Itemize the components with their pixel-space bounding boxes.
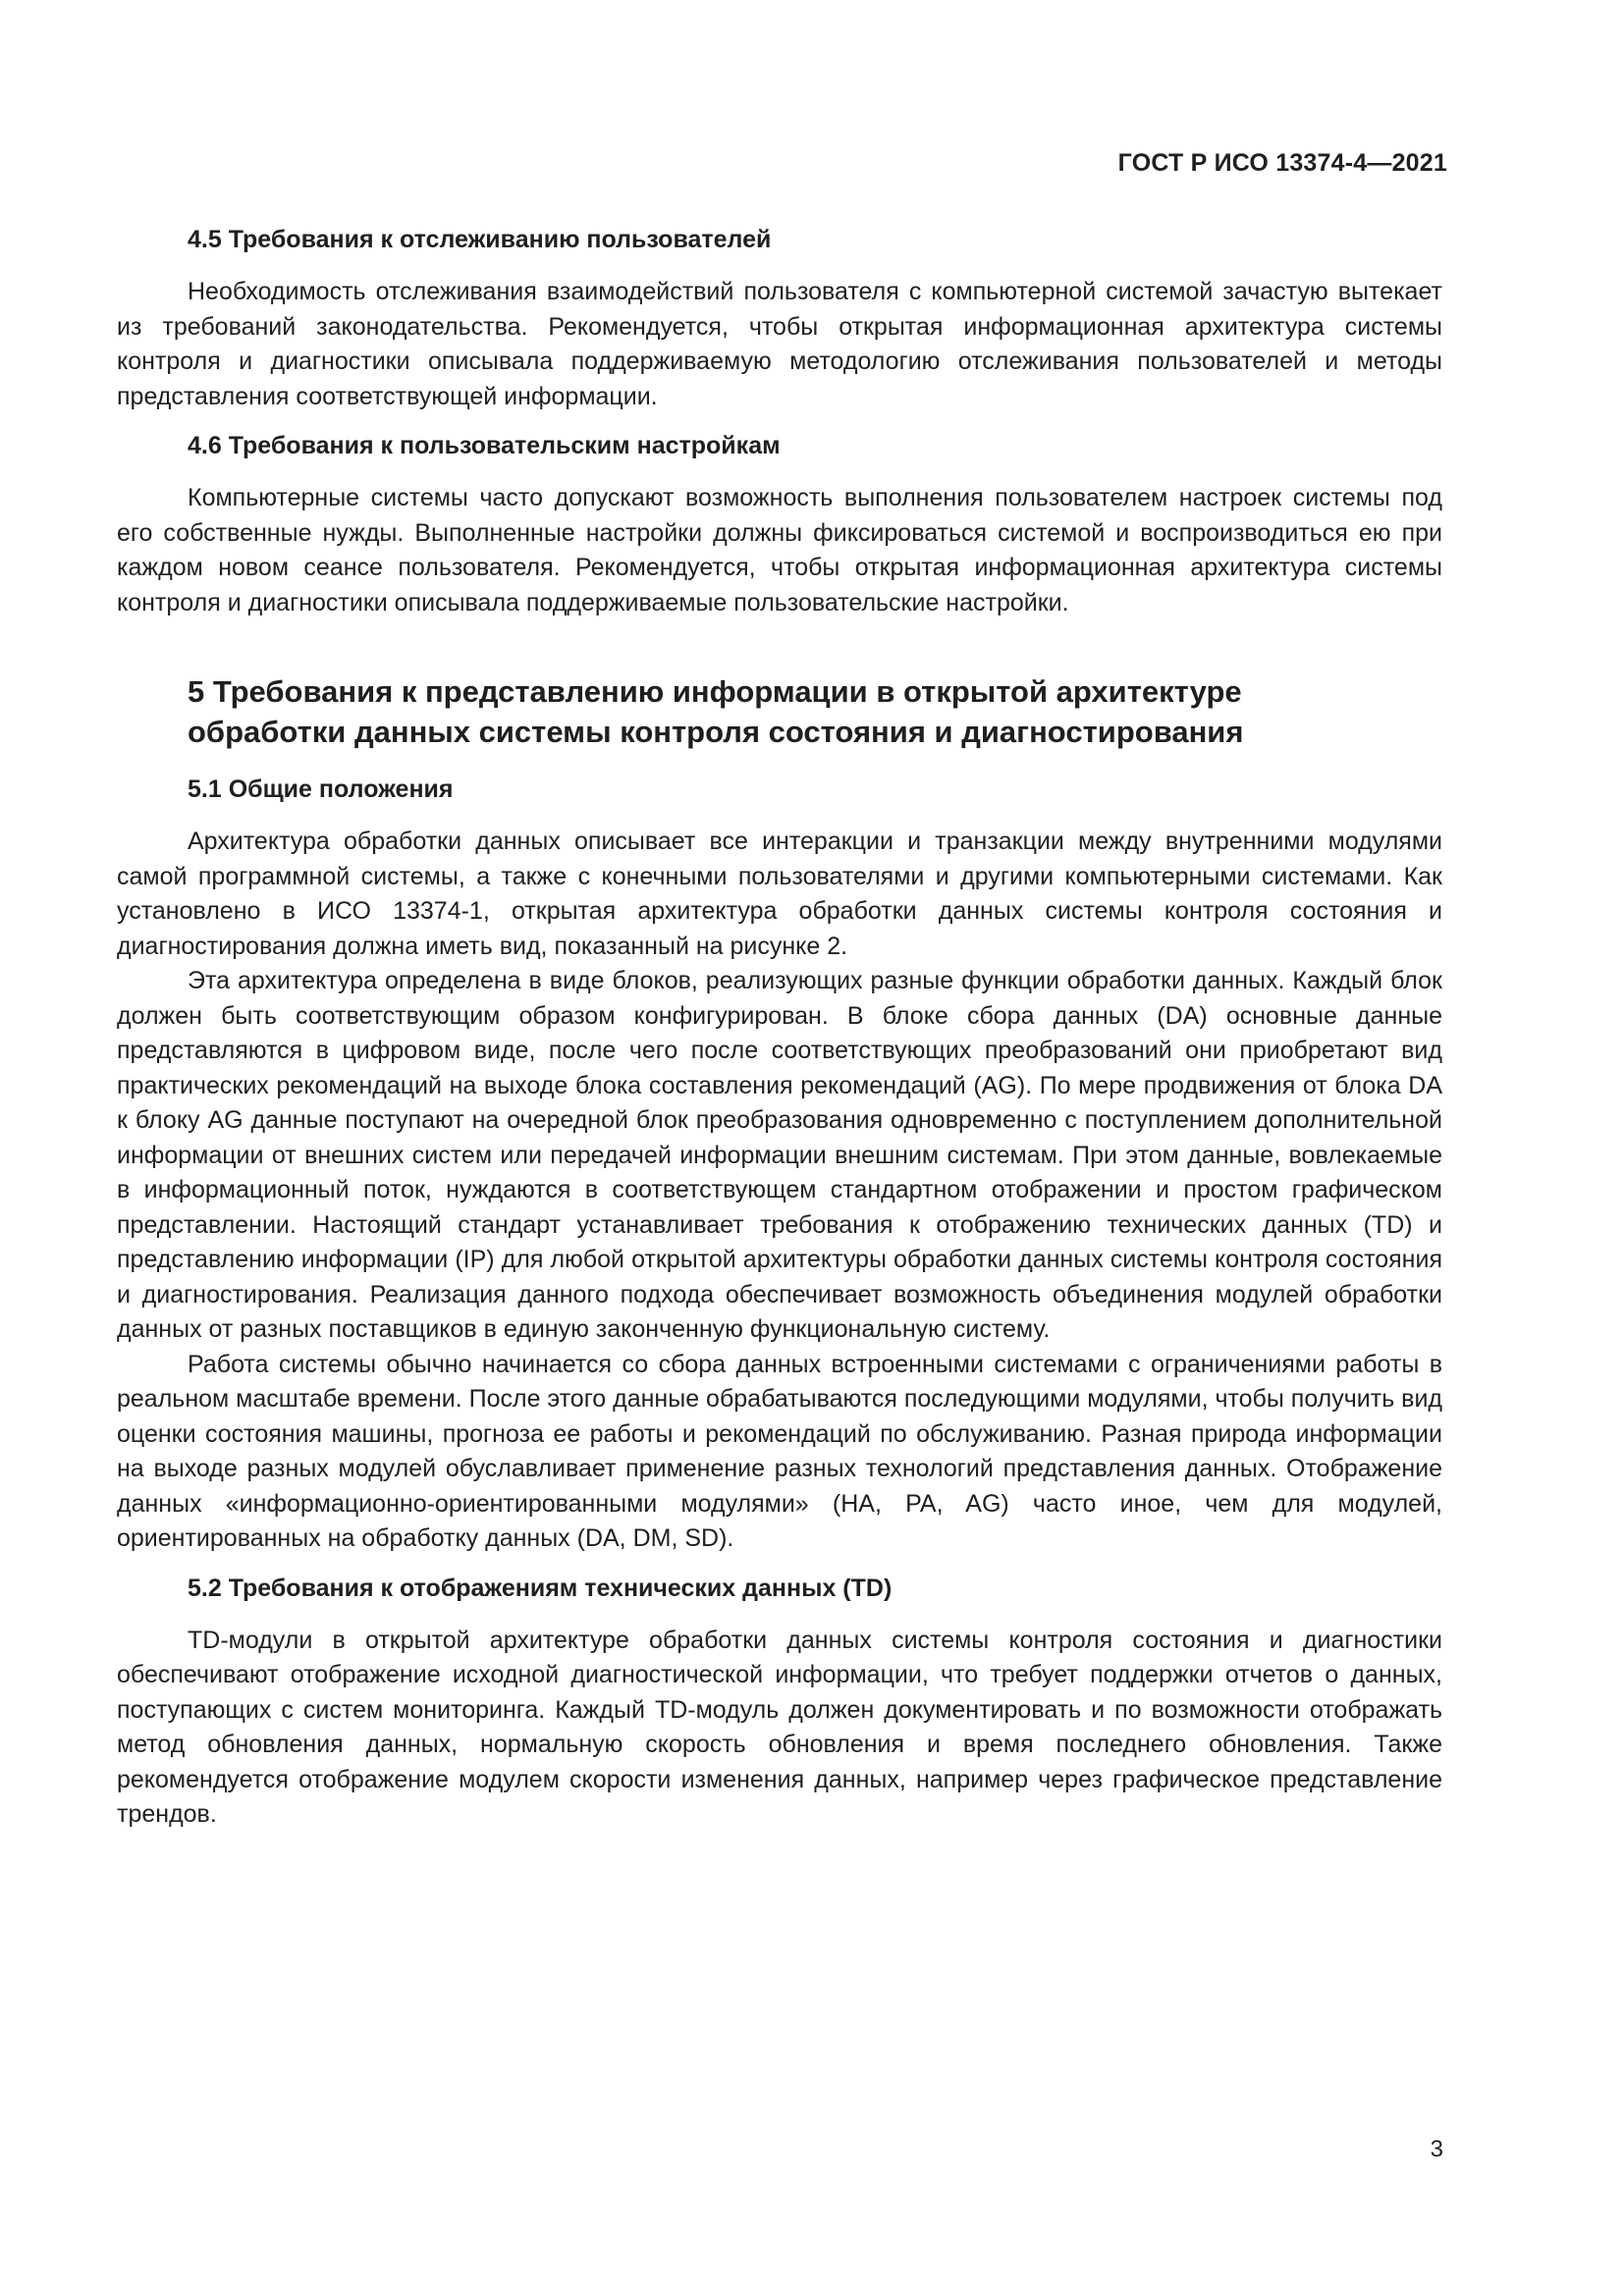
section-5-title-line2: обработки данных системы контроля состояния и диагностирования (188, 715, 1244, 749)
section-5-2-paragraph: TD-модули в открытой архитектуре обработки данных системы контроля состояния и диагностики обеспечивают отображение исходной диагностической информации, что требует поддержки отчетов о данных, поступающих с систем мониторинга. Каждый TD-модуль должен документировать и по возможности отображать метод обновления данных, нормальную скорость обновления и время последнего обновления. Также рекомендуется отображение модулем скорости изменения данных, например через графическое представление трендов. (117, 1626, 1442, 1828)
section-5-1-paragraph-3: Работа системы обычно начинается со сбора данных встроенными системами с ограничениями работы в реальном масштабе времени. После этого данные обрабатываются последующими модулями, чтобы получить вид оценки состояния машины, прогноза ее работы и рекомендаций по обслуживанию. Разная природа информации на выходе разных модулей обуславливает применение разных технологий представления данных. Отображение данных «информационно-ориентированными модулями» (HA, PA, AG) часто иное, чем для модулей, ориентированных на обработку данных (DA, DM, SD). (117, 1350, 1443, 1552)
section-5-1-paragraph-1: Архитектура обработки данных описывает все интеракции и транзакции между внутренними модулями самой программной системы, а также с конечными пользователями и другими компьютерными системами. Как установлено в ИСО 13374-1, открытая архитектура обработки данных системы контроля состояния и диагностирования должна иметь вид, показанный на рисунке 2. (117, 828, 1442, 960)
section-5-2-title: 5.2 Требования к отображениям технических данных (TD) (188, 1574, 893, 1602)
page-number: 3 (1430, 2136, 1443, 2163)
document-code-header: ГОСТ Р ИСО 13374-4—2021 (1117, 149, 1447, 177)
section-4-5-paragraph: Необходимость отслеживания взаимодействий пользователя с компьютерной системой зачастую вытекает из требований законодательства. Рекомендуется, чтобы открытая информационная архитектура системы контроля и диагностики описывала поддерживаемую методологию отслеживания пользователей и методы представления соответствующей информации. (117, 278, 1442, 410)
section-5-title (188, 671, 1442, 752)
section-5-1-paragraph-2: Эта архитектура определена в виде блоков, реализующих разные функции обработки данных. Каждый блок должен быть соответствующим образом конфигурирован. В блоке сбора данных (DA) основные данные представляются в цифровом виде, после чего после соответствующих преобразований они приобретают вид практических рекомендаций на выходе блока составления рекомендаций (AG). По мере продвижения от блока DA к блоку AG данные поступают на очередной блок преобразования одновременно с поступлением дополнительной информации от внешних систем или передачей информации внешним системам. При этом данные, вовлекаемые в информационный поток, нуждаются в соответствующем стандартном отображении и простом графическом представлении. Настоящий стандарт устанавливает требования к отображению технических данных (TD) и представлению информации (IP) для любой открытой архитектуры обработки данных системы контроля состояния и диагностирования. Реализация данного подхода обеспечивает возможность объединения модулей обработки данных от разных поставщиков в единую законченную функциональную систему. (117, 967, 1442, 1343)
section-5-title-line1: 5 Требования к представлению информации в открытой архитектуре (188, 674, 1242, 709)
section-5-1-title: 5.1 Общие положения (188, 775, 454, 803)
section-4-6-paragraph: Компьютерные системы часто допускают возможность выполнения пользователем настроек системы под его собственные нужды. Выполненные настройки должны фиксироваться системой и воспроизводиться ею при каждом новом сеансе пользователя. Рекомендуется, чтобы открытая информационная архитектура системы контроля и диагностики описывала поддерживаемые пользовательские настройки. (117, 484, 1442, 616)
page-content (117, 224, 1442, 1833)
section-4-5-title: 4.5 Требования к отслеживанию пользователей (188, 226, 772, 253)
section-4-6-title: 4.6 Требования к пользовательским настройкам (188, 432, 781, 459)
